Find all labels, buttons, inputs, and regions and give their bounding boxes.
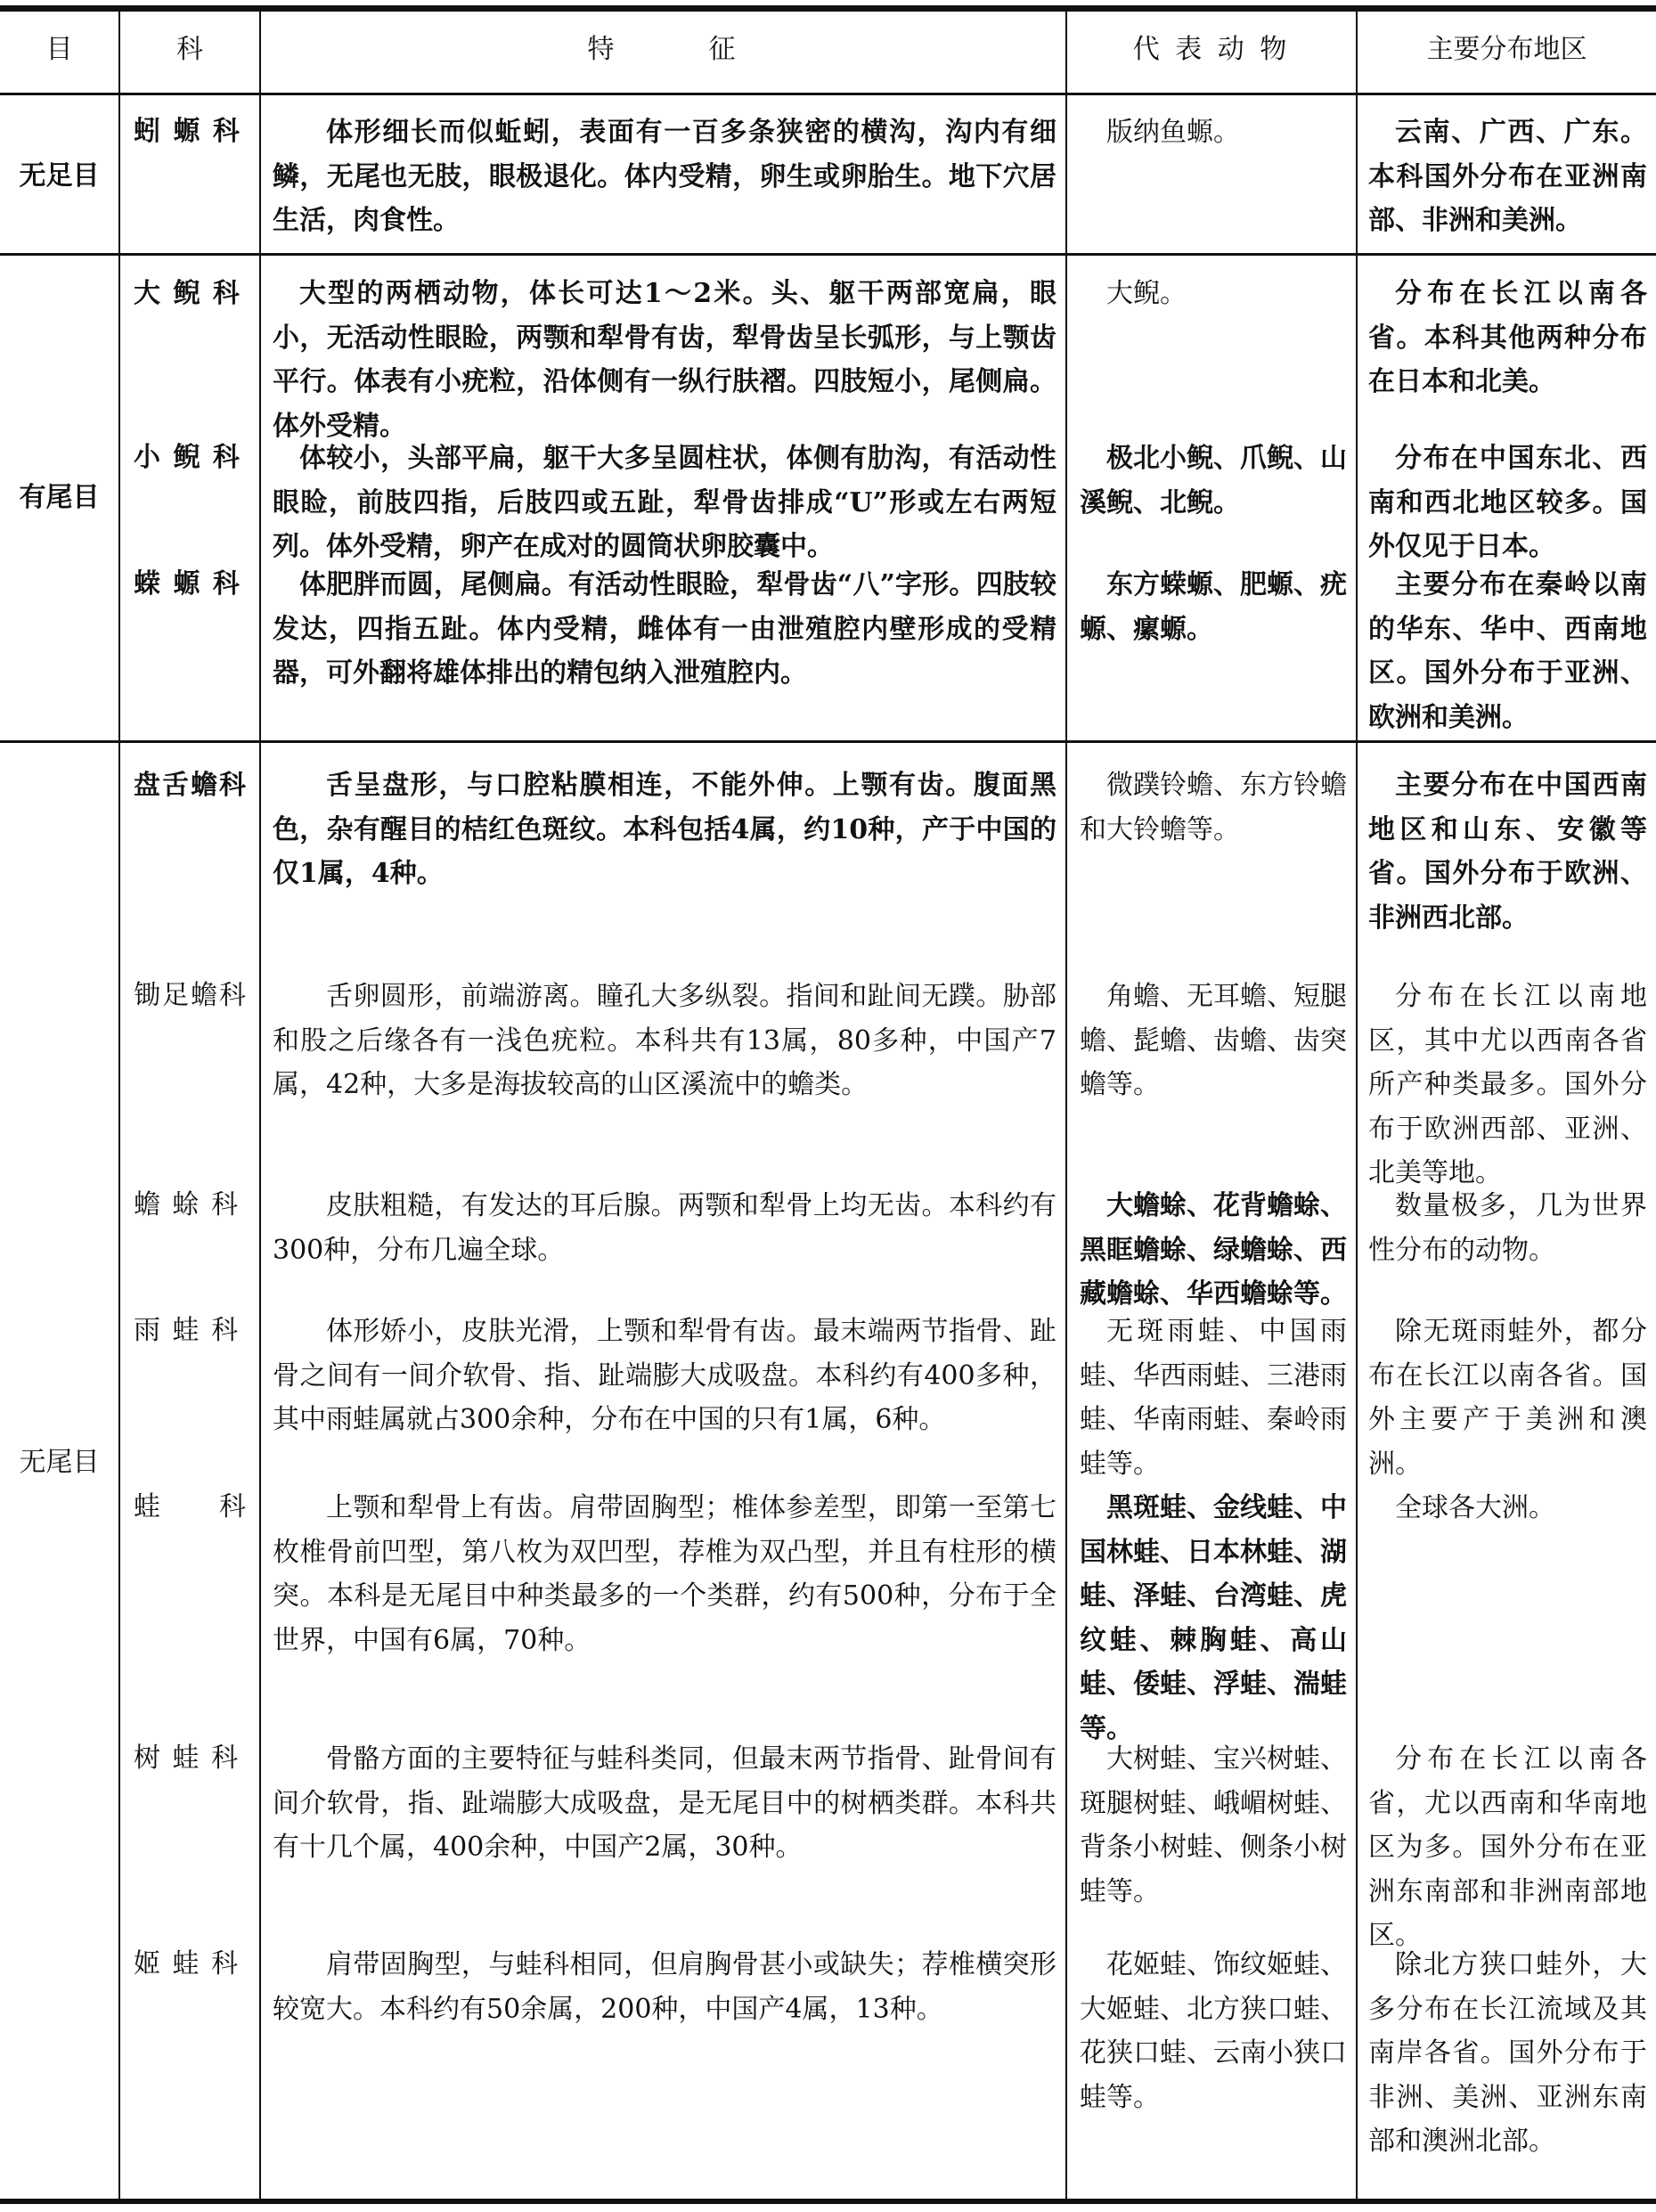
distribution-pelobatidae: 分布在长江以南地区，其中尤以西南各省所产种类最多。国外分布于欧洲西部、亚洲、北美等地。 (1368, 981, 1647, 1188)
representatives-microhylidae: 花姬蛙、饰纹姬蛙、大姬蛙、北方狭口蛙、花狭口蛙、云南小狭口蛙等。 (1080, 1949, 1347, 2113)
header-features: 特 征 (587, 34, 739, 65)
features-caeciliidae: 体形细长而似蚯蚓，表面有一百多条狭密的横沟，沟内有细鳞，无尾也无肢，眼极退化。体内受精，卵生或卵胎生。地下穴居生活，肉食性。 (273, 117, 1056, 236)
family-bufonidae: 蟾 蜍 科 (134, 1189, 241, 1220)
family-microhylidae: 姬 蛙 科 (134, 1948, 241, 1979)
representatives-hynobiidae: 极北小鲵、爪鲵、山溪鲵、北鲵。 (1080, 443, 1347, 518)
representatives-caeciliidae: 版纳鱼螈。 (1106, 117, 1240, 148)
distribution-microhylidae: 除北方狭口蛙外，大多分布在长江流域及其南岸各省。国外分布于非洲、美洲、亚洲东南部和澳洲北部。 (1368, 1949, 1647, 2157)
distribution-cryptobranchidae: 分布在长江以南各省。本科其他两种分布在日本和北美。 (1368, 278, 1647, 397)
features-salamandridae: 体肥胖而圆，尾侧扁。有活动性眼睑，犁骨齿“八”字形。四肢较发达，四指五趾。体内受精，雌体有一由泄殖腔内壁形成的受精器，可外翻将雄体排出的精包纳入泄殖腔内。 (273, 569, 1056, 689)
group-rule-1 (0, 253, 1656, 256)
family-hynobiidae: 小 鲵 科 (134, 442, 241, 473)
distribution-ranidae: 全球各大洲。 (1395, 1492, 1555, 1523)
features-bufonidae: 皮肤粗糙，有发达的耳后腺。两颚和犁骨上均无齿。本科约有300种，分布几遍全球。 (273, 1190, 1056, 1266)
family-ranidae: 蛙 科 (134, 1491, 248, 1522)
col-divider-4 (1356, 5, 1358, 2202)
bottom-rule (0, 2199, 1656, 2204)
representatives-cryptobranchidae: 大鲵。 (1106, 278, 1187, 309)
family-salamandridae: 蝾 螈 科 (134, 568, 241, 600)
distribution-rhacophoridae: 分布在长江以南各省，尤以西南和华南地区为多。国外分布在亚洲东南部和非洲南部地区。 (1368, 1743, 1647, 1951)
representatives-salamandridae: 东方蝾螈、肥螈、疣螈、瘰螈。 (1080, 569, 1347, 645)
representatives-discoglossidae: 微蹼铃蟾、东方铃蟾和大铃蟾等。 (1080, 770, 1347, 845)
representatives-pelobatidae: 角蟾、无耳蟾、短腿蟾、髭蟾、齿蟾、齿突蟾等。 (1080, 981, 1347, 1100)
representatives-hylidae: 无斑雨蛙、中国雨蛙、华西雨蛙、三港雨蛙、华南雨蛙、秦岭雨蛙等。 (1080, 1316, 1347, 1480)
distribution-bufonidae: 数量极多，几为世界性分布的动物。 (1368, 1190, 1647, 1266)
representatives-bufonidae: 大蟾蜍、花背蟾蜍、黑眶蟾蜍、绿蟾蜍、西藏蟾蜍、华西蟾蜍等。 (1080, 1190, 1347, 1310)
features-cryptobranchidae: 大型的两栖动物，体长可达1～2米。头、躯干两部宽扁，眼小，无活动性眼睑，两颚和犁骨有齿，犁骨齿呈长弧形，与上颚齿平行。体表有小疣粒，沿体侧有一纵行肤褶。四肢短小，尾侧扁。体外受精。 (273, 278, 1056, 442)
features-microhylidae: 肩带固胸型，与蛙科相同，但肩胸骨甚小或缺失；荐椎横突形较宽大。本科约有50余属，200种，中国产4属，13种。 (273, 1949, 1056, 2025)
distribution-caeciliidae: 云南、广西、广东。本科国外分布在亚洲南部、非洲和美洲。 (1368, 117, 1647, 236)
distribution-hynobiidae: 分布在中国东北、西南和西北地区较多。国外仅见于日本。 (1368, 443, 1647, 562)
family-hylidae: 雨 蛙 科 (134, 1315, 241, 1346)
col-divider-2 (259, 5, 261, 2202)
family-rhacophoridae: 树 蛙 科 (134, 1743, 241, 1774)
order-anura: 无尾目 (19, 1447, 100, 1478)
header-distribution: 主要分布地区 (1426, 34, 1587, 65)
family-cryptobranchidae: 大 鲵 科 (134, 278, 241, 309)
order-apoda: 无足目 (19, 160, 100, 192)
features-ranidae: 上颚和犁骨上有齿。肩带固胸型；椎体参差型，即第一至第七枚椎骨前凹型，第八枚为双凹型，荐椎为双凸型，并且有柱形的横突。本科是无尾目中种类最多的一个类群，约有500种，分布于全世界，中国有6属，70种。 (273, 1492, 1056, 1656)
header-order: 目 (45, 34, 73, 65)
family-discoglossidae: 盘舌蟾科 (134, 770, 248, 801)
col-divider-3 (1065, 5, 1067, 2202)
representatives-ranidae: 黑斑蛙、金线蛙、中国林蛙、日本林蛙、湖蛙、泽蛙、台湾蛙、虎纹蛙、棘胸蛙、高山蛙、倭蛙、浮蛙、湍蛙等。 (1080, 1492, 1347, 1744)
features-hylidae: 体形娇小，皮肤光滑，上颚和犁骨有齿。最末端两节指骨、趾骨之间有一间介软骨、指、趾端膨大成吸盘。本科约有400多种，其中雨蛙属就占300余种，分布在中国的只有1属，6种。 (273, 1316, 1056, 1435)
features-discoglossidae: 舌呈盘形，与口腔粘膜相连，不能外伸。上颚有齿。腹面黑色，杂有醒目的桔红色斑纹。本科包括4属，约10种，产于中国的仅1属，4种。 (273, 770, 1056, 889)
family-pelobatidae: 锄足蟾科 (134, 980, 248, 1011)
family-caeciliidae: 蚓 螈 科 (134, 116, 241, 147)
col-divider-1 (118, 5, 120, 2202)
header-representatives: 代 表 动 物 (1132, 34, 1291, 65)
distribution-discoglossidae: 主要分布在中国西南地区和山东、安徽等省。国外分布于欧洲、非洲西北部。 (1368, 770, 1647, 934)
features-hynobiidae: 体较小，头部平扁，躯干大多呈圆柱状，体侧有肋沟，有活动性眼睑，前肢四指，后肢四或五趾，犁骨齿排成“U”形或左右两短列。体外受精，卵产在成对的圆筒状卵胶囊中。 (273, 443, 1056, 562)
header-family: 科 (176, 34, 203, 65)
distribution-salamandridae: 主要分布在秦岭以南的华东、华中、西南地区。国外分布于亚洲、欧洲和美洲。 (1368, 569, 1647, 733)
features-rhacophoridae: 骨骼方面的主要特征与蛙科类同，但最末两节指骨、趾骨间有间介软骨，指、趾端膨大成吸盘，是无尾目中的树栖类群。本科共有十几个属，400余种，中国产2属，30种。 (273, 1743, 1056, 1863)
representatives-rhacophoridae: 大树蛙、宝兴树蛙、斑腿树蛙、峨嵋树蛙、背条小树蛙、侧条小树蛙等。 (1080, 1743, 1347, 1907)
distribution-hylidae: 除无斑雨蛙外，都分布在长江以南各省。国外主要产于美洲和澳洲。 (1368, 1316, 1647, 1480)
features-pelobatidae: 舌卵圆形，前端游离。瞳孔大多纵裂。指间和趾间无蹼。胁部和股之后缘各有一浅色疣粒。本科共有13属，80多种，中国产7属，42种，大多是海拔较高的山区溪流中的蟾类。 (273, 981, 1056, 1100)
order-caudata: 有尾目 (19, 482, 100, 513)
group-rule-2 (0, 740, 1656, 743)
top-rule (0, 5, 1656, 12)
header-rule (0, 93, 1656, 95)
